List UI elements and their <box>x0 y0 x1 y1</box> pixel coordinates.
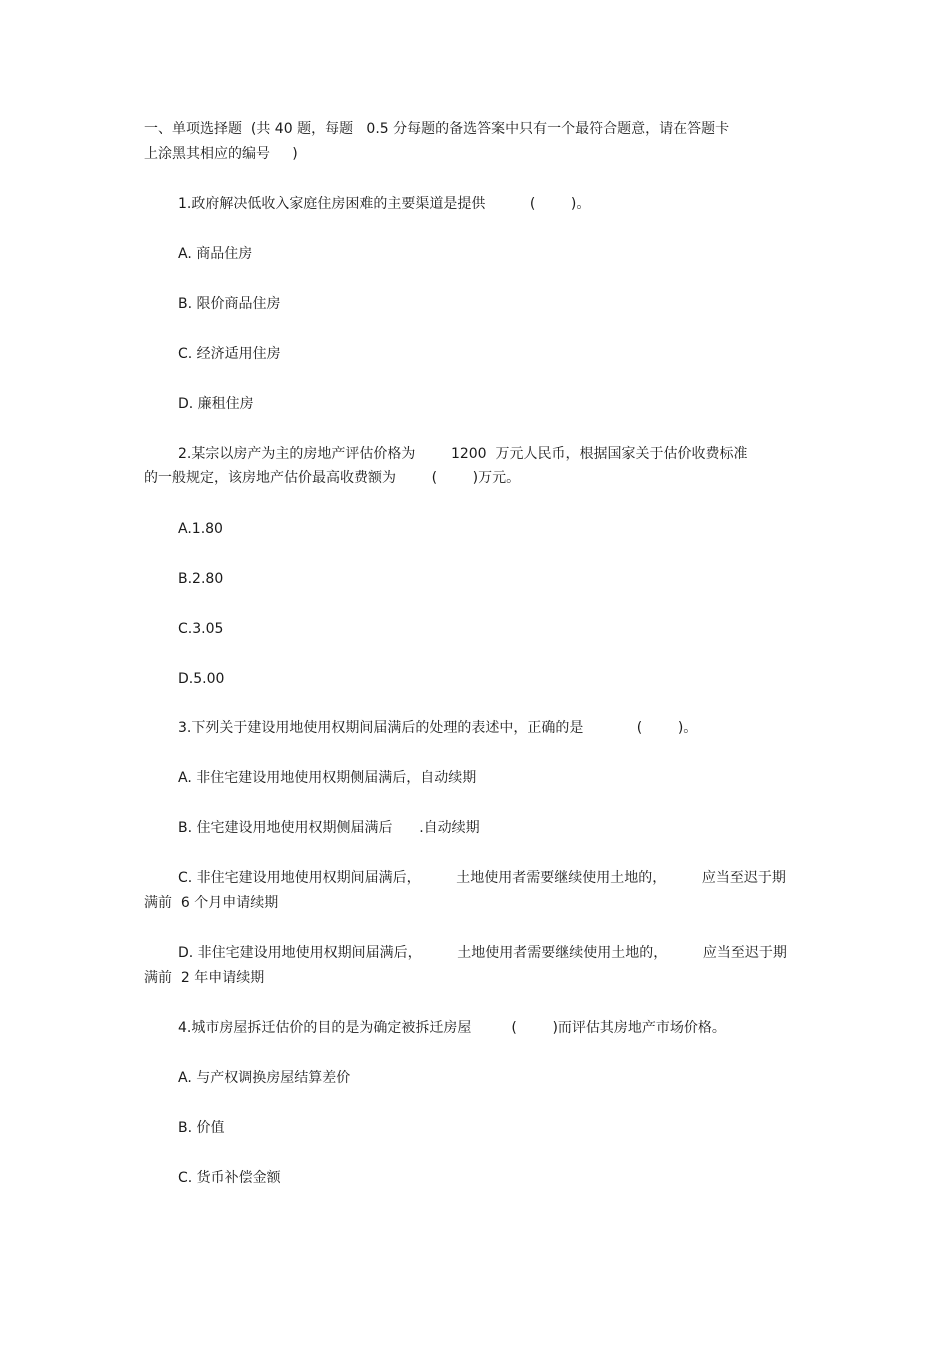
question-2-stem-line-2: 的一般规定，该房地产估价最高收费额为 ( )万元。 <box>144 470 521 486</box>
question-3-option-d-line-2: 满前 2 年申请续期 <box>144 970 265 986</box>
question-3-option-a: A. 非住宅建设用地使用权期侧届满后，自动续期 <box>178 770 477 786</box>
question-4-stem: 4.城市房屋拆迁估价的目的是为确定被拆迁房屋 ( )而评估其房地产市场价格。 <box>178 1020 726 1036</box>
question-4-option-b: B. 价值 <box>178 1120 225 1136</box>
question-1-option-c: C. 经济适用住房 <box>178 346 281 362</box>
question-2-option-b: B.2.80 <box>178 571 224 587</box>
section-title-line-2: 上涂黑其相应的编号 ) <box>144 146 298 162</box>
question-3-option-b: B. 住宅建设用地使用权期侧届满后 .自动续期 <box>178 820 480 836</box>
question-3-option-c-line-1: C. 非住宅建设用地使用权期间届满后， 土地使用者需要继续使用土地的， 应当至迟于期 <box>178 870 786 886</box>
question-3-stem: 3.下列关于建设用地使用权期间届满后的处理的表述中，正确的是 ( )。 <box>178 720 698 736</box>
question-4-option-a: A. 与产权调换房屋结算差价 <box>178 1070 351 1086</box>
question-2-option-c: C.3.05 <box>178 621 224 637</box>
question-3-option-c-line-2: 满前 6 个月申请续期 <box>144 895 279 911</box>
question-1-stem: 1.政府解决低收入家庭住房困难的主要渠道是提供 ( )。 <box>178 196 591 212</box>
question-2-option-a: A.1.80 <box>178 521 223 537</box>
question-4-option-c: C. 货币补偿金额 <box>178 1170 281 1186</box>
question-1-option-b: B. 限价商品住房 <box>178 296 281 312</box>
question-2-option-d: D.5.00 <box>178 671 225 687</box>
question-1-option-a: A. 商品住房 <box>178 246 253 262</box>
section-title-line-1: 一、单项选择题 (共 40 题，每题 0.5 分每题的备选答案中只有一个最符合题意，请在答题卡 <box>144 121 730 137</box>
question-2-stem-line-1: 2.某宗以房产为主的房地产评估价格为 1200 万元人民币，根据国家关于估价收费标准 <box>178 446 748 462</box>
question-3-option-d-line-1: D. 非住宅建设用地使用权期间届满后， 土地使用者需要继续使用土地的， 应当至迟于期 <box>178 945 787 961</box>
question-1-option-d: D. 廉租住房 <box>178 396 254 412</box>
